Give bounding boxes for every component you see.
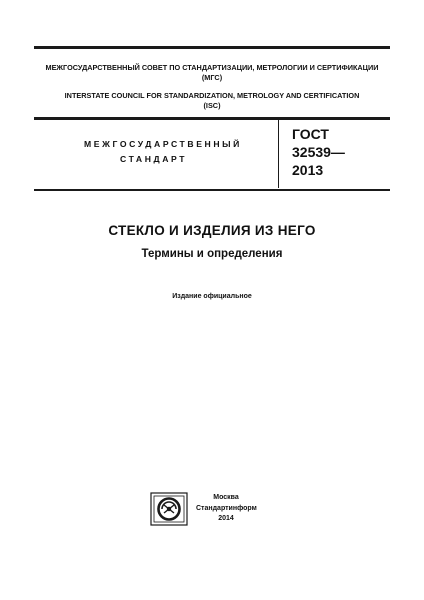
designation-bottom-rule (34, 189, 390, 191)
document-title: СТЕКЛО И ИЗДЕЛИЯ ИЗ НЕГО (108, 223, 316, 238)
document-subtitle: Термины и определения (141, 248, 283, 260)
council-abbr-en: (ISC) (203, 101, 221, 110)
council-name-ru-text: МЕЖГОСУДАРСТВЕННЫЙ СОВЕТ ПО СТАНДАРТИЗАЦИИ, МЕТРОЛОГИИ И СЕРТИФИКАЦИИ (45, 63, 379, 72)
header-top-rule (34, 46, 390, 49)
publisher-city: Москва (213, 494, 239, 501)
council-name-en (34, 91, 390, 111)
council-abbr-ru: (МГС) (201, 73, 223, 82)
publisher-imprint (196, 493, 256, 525)
designation-divider (278, 120, 279, 188)
gost-code-line3: 2013 (292, 162, 324, 178)
council-name-ru (34, 63, 390, 83)
standard-kind (84, 137, 274, 167)
publisher-name: Стандартинформ (196, 504, 257, 512)
gost-code (292, 125, 345, 179)
standartinform-logo-icon (150, 492, 188, 526)
gost-code-line2: 32539— (292, 144, 345, 160)
council-name-en-text: INTERSTATE COUNCIL FOR STANDARDIZATION, METROLOGY AND CERTIFICATION (64, 91, 360, 100)
council-header (34, 46, 390, 120)
gost-code-line1: ГОСТ (292, 126, 329, 142)
standard-designation (34, 118, 390, 190)
standard-kind-line1: МЕЖГОСУДАРСТВЕННЫЙ (84, 139, 242, 149)
standard-kind-line2: СТАНДАРТ (120, 154, 188, 164)
edition-note: Издание официальное (172, 293, 252, 300)
publisher-year: 2014 (218, 515, 234, 522)
